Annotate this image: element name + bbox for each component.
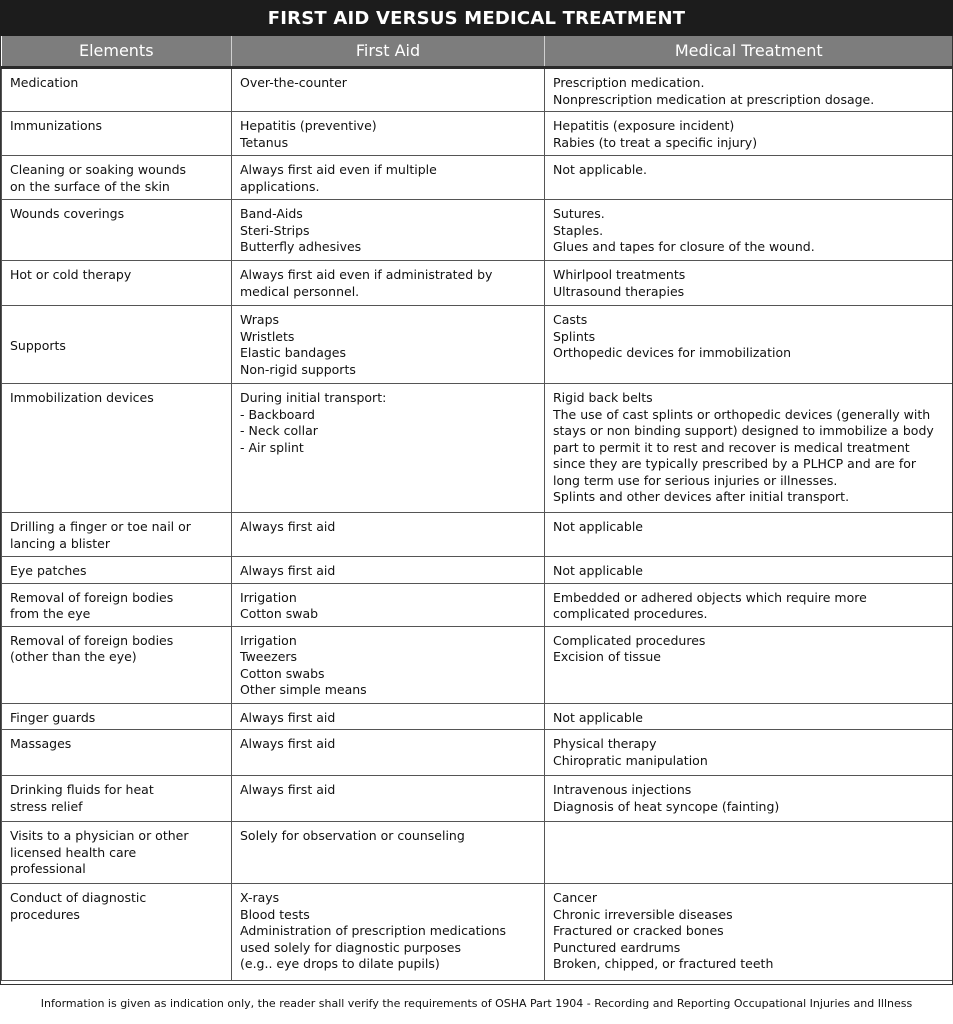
element-cell (2, 68, 232, 112)
element-cell (2, 112, 232, 156)
cell-text-line: The use of cast splints or orthopedic devices (generally with (553, 406, 931, 422)
cell-text-line: Punctured eardrums (553, 939, 681, 955)
table-row (2, 703, 953, 730)
cell-text-line: long term use for serious injuries or illnesses. (553, 472, 838, 488)
table-row (2, 306, 953, 384)
element-cell (2, 884, 232, 981)
cell-text-line: Always first aid even if administrated by (240, 267, 493, 282)
cell-text-line: Cancer (553, 890, 598, 905)
cell-text-line: Band-Aids (240, 206, 303, 221)
footnote: Information is given as indication only, the reader shall verify the requirements of OSHA Part 1904 - Recording and Reporting Occupational Injuries and Illness (40, 997, 913, 1010)
medical-treatment-cell (545, 384, 953, 513)
table-row (2, 884, 953, 981)
element-cell (2, 626, 232, 703)
cell-text-line: Always first aid (240, 782, 336, 797)
first-aid-cell (232, 776, 545, 822)
cell-text-line: Solely for observation or counseling (240, 828, 465, 843)
table-row (2, 384, 953, 513)
first-aid-cell (232, 626, 545, 703)
medical-treatment-cell (545, 583, 953, 626)
cell-text-line: Chronic irreversible diseases (553, 906, 733, 922)
table-row (2, 822, 953, 884)
cell-text-line: Splints and other devices after initial transport. (553, 489, 850, 504)
column-header-first-aid: First Aid (232, 36, 545, 68)
cell-text-line: Physical therapy (553, 736, 657, 751)
element-cell (2, 200, 232, 261)
cell-text-line: - Air splint (240, 439, 304, 455)
cell-text-line: lancing a blister (10, 535, 110, 551)
cell-text-line: Not applicable (553, 519, 643, 534)
cell-text-line: Hepatitis (preventive) (240, 118, 377, 133)
element-cell (2, 384, 232, 513)
first-aid-cell (232, 513, 545, 557)
medical-treatment-cell (545, 822, 953, 884)
cell-text-line: Immunizations (10, 118, 103, 133)
cell-text-line: Wristlets (240, 328, 295, 344)
first-aid-cell (232, 730, 545, 776)
first-aid-cell (232, 384, 545, 513)
table-row (2, 626, 953, 703)
cell-text-line: Butterfly adhesives (240, 239, 362, 254)
cell-text-line: Whirlpool treatments (553, 267, 686, 282)
cell-text-line: applications. (240, 178, 320, 194)
medical-treatment-cell (545, 626, 953, 703)
first-aid-cell (232, 306, 545, 384)
cell-text-line: Intravenous injections (553, 782, 692, 797)
cell-text-line: (e.g.. eye drops to dilate pupils) (240, 956, 440, 971)
medical-treatment-cell (545, 200, 953, 261)
cell-text-line: professional (10, 861, 86, 876)
medical-treatment-cell (545, 112, 953, 156)
element-cell (2, 730, 232, 776)
element-cell (2, 822, 232, 884)
table-title: FIRST AID VERSUS MEDICAL TREATMENT (0, 0, 953, 36)
cell-text-line: X-rays (240, 890, 280, 905)
cell-text-line: Hepatitis (exposure incident) (553, 118, 735, 133)
cell-text-line: licensed health care (10, 844, 137, 860)
cell-text-line: stress relief (10, 798, 83, 814)
cell-text-line: - Backboard (240, 406, 315, 422)
cell-text-line: Cotton swab (240, 606, 319, 621)
comparison-table (1, 36, 953, 981)
cell-text-line: Irrigation (240, 632, 297, 648)
first-aid-cell (232, 200, 545, 261)
cell-text-line: Non-rigid supports (240, 361, 356, 377)
cell-text-line: Irrigation (240, 589, 297, 605)
cell-text-line: Orthopedic devices for immobilization (553, 345, 792, 360)
cell-text-line: Diagnosis of heat syncope (fainting) (553, 798, 780, 814)
medical-treatment-cell (545, 703, 953, 730)
cell-text-line: on the surface of the skin (10, 178, 170, 194)
cell-text-line: Chiropratic manipulation (553, 752, 708, 768)
element-cell (2, 557, 232, 584)
first-aid-cell (232, 703, 545, 730)
cell-text-line: Ultrasound therapies (553, 283, 685, 299)
cell-text-line: Finger guards (10, 709, 96, 725)
cell-text-line: Broken, chipped, or fractured teeth (553, 956, 774, 971)
cell-text-line: Massages (10, 736, 72, 751)
cell-text-line: Wraps (240, 312, 280, 327)
cell-text-line: Not applicable (553, 709, 643, 725)
first-aid-cell (232, 261, 545, 306)
cell-text-line: Steri-Strips (240, 222, 310, 238)
cell-text-line: Glues and tapes for closure of the wound. (553, 239, 815, 254)
cell-text-line: Excision of tissue (553, 649, 661, 664)
first-aid-cell (232, 68, 545, 112)
cell-text-line: Conduct of diagnostic (10, 890, 147, 905)
cell-text-line: Complicated procedures (553, 632, 706, 648)
cell-text-line: complicated procedures. (553, 606, 708, 621)
cell-text-line: Other simple means (240, 682, 367, 697)
medical-treatment-cell (545, 730, 953, 776)
table-row (2, 730, 953, 776)
cell-text-line: Always first aid even if multiple (240, 162, 437, 177)
cell-text-line: Removal of foreign bodies (10, 632, 174, 648)
cell-text-line: Rabies (to treat a specific injury) (553, 134, 758, 150)
cell-text-line: Tetanus (240, 134, 289, 150)
cell-text-line: Over-the-counter (240, 75, 347, 90)
cell-text-line: Hot or cold therapy (10, 267, 132, 282)
element-cell (2, 776, 232, 822)
cell-text-line: Always first aid (240, 563, 336, 578)
cell-text-line: Medication (10, 75, 79, 90)
first-aid-cell (232, 156, 545, 200)
cell-text-line: Drilling a finger or toe nail or (10, 519, 191, 534)
header-row (2, 36, 953, 68)
first-aid-cell (232, 583, 545, 626)
cell-text-line: Sutures. (553, 206, 605, 221)
table-row (2, 68, 953, 112)
cell-text-line: Nonprescription medication at prescription dosage. (553, 91, 875, 107)
cell-text-line: Fractured or cracked bones (553, 923, 724, 938)
cell-text-line: part to permit it to rest and recover is medical treatment (553, 439, 910, 455)
table-row (2, 513, 953, 557)
cell-text-line: Immobilization devices (10, 390, 154, 405)
table-row (2, 557, 953, 584)
table-row (2, 200, 953, 261)
cell-text-line: Drinking fluids for heat (10, 782, 154, 797)
first-aid-cell (232, 822, 545, 884)
cell-text-line: Removal of foreign bodies (10, 589, 174, 605)
element-cell (2, 261, 232, 306)
cell-text-line: Visits to a physician or other (10, 828, 189, 843)
element-cell (2, 513, 232, 557)
cell-text-line: Wounds coverings (10, 206, 125, 221)
column-header-elements: Elements (2, 36, 232, 68)
cell-text-line: Embedded or adhered objects which require more (553, 589, 867, 605)
element-cell (2, 583, 232, 626)
cell-text-line: Staples. (553, 222, 604, 238)
medical-treatment-cell (545, 261, 953, 306)
medical-treatment-cell (545, 306, 953, 384)
cell-text-line: - Neck collar (240, 423, 318, 438)
cell-text-line: Cleaning or soaking wounds (10, 162, 187, 177)
first-aid-cell (232, 112, 545, 156)
cell-text-line: Not applicable (553, 563, 643, 578)
medical-treatment-cell (545, 156, 953, 200)
cell-text-line: Eye patches (10, 563, 87, 578)
cell-text-line: (other than the eye) (10, 649, 137, 664)
table-row (2, 112, 953, 156)
cell-text-line: Tweezers (240, 649, 298, 664)
cell-text-line: Administration of prescription medications (240, 923, 507, 938)
element-cell (2, 703, 232, 730)
cell-text-line: Elastic bandages (240, 345, 347, 360)
medical-treatment-cell (545, 776, 953, 822)
cell-text-line: Prescription medication. (553, 75, 705, 90)
cell-text-line: Always first aid (240, 709, 336, 725)
cell-text-line: Rigid back belts (553, 390, 653, 405)
cell-text-line: stays or non binding support) designed to immobilize a body (553, 423, 934, 438)
cell-text-line: Supports (10, 337, 66, 353)
table-row (2, 583, 953, 626)
cell-text-line: medical personnel. (240, 283, 360, 299)
table-row (2, 261, 953, 306)
element-cell (2, 306, 232, 384)
cell-text-line: During initial transport: (240, 390, 387, 405)
cell-text-line: procedures (10, 906, 80, 922)
medical-treatment-cell (545, 884, 953, 981)
table-body (2, 68, 953, 981)
element-cell (2, 156, 232, 200)
first-aid-cell (232, 557, 545, 584)
cell-text-line: Always first aid (240, 519, 336, 534)
cell-text-line: Cotton swabs (240, 665, 325, 681)
table-row (2, 776, 953, 822)
cell-text-line: Splints (553, 328, 596, 344)
medical-treatment-cell (545, 68, 953, 112)
cell-text-line: Always first aid (240, 736, 336, 751)
medical-treatment-cell (545, 513, 953, 557)
cell-text-line: Not applicable. (553, 162, 647, 177)
cell-text-line: from the eye (10, 606, 91, 621)
cell-text-line: Blood tests (240, 906, 310, 922)
cell-text-line: since they are typically prescribed by a PLHCP and are for (553, 456, 917, 471)
first-aid-cell (232, 884, 545, 981)
column-header-medical-treatment: Medical Treatment (545, 36, 953, 68)
medical-treatment-cell (545, 557, 953, 584)
cell-text-line: used solely for diagnostic purposes (240, 939, 461, 955)
cell-text-line: Casts (553, 312, 588, 327)
table-row (2, 156, 953, 200)
